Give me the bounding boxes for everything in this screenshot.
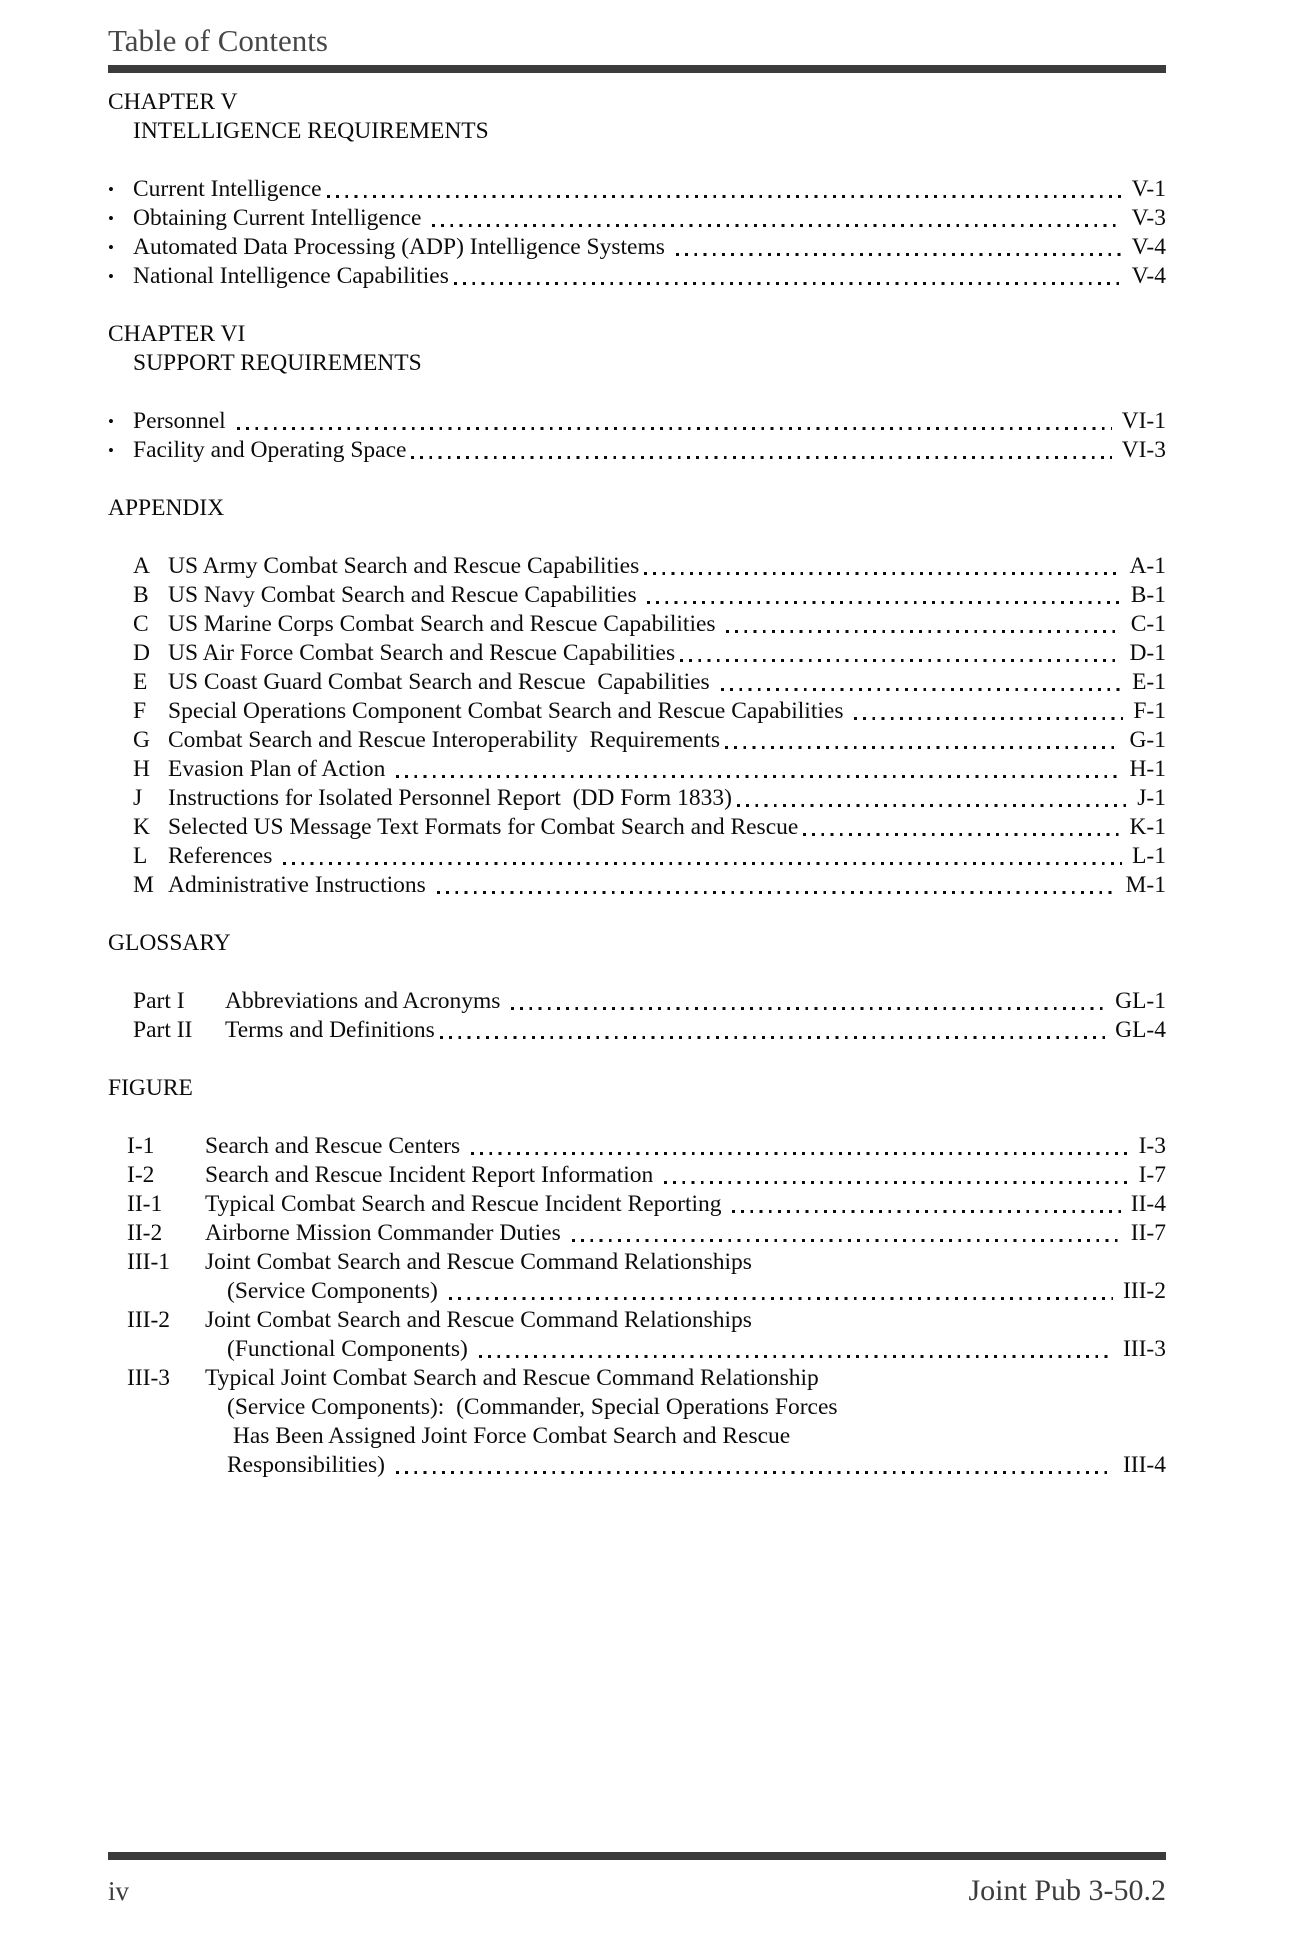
dot-leader — [411, 456, 1111, 459]
entry-label: I-2 — [127, 1162, 155, 1188]
toc-entry — [133, 697, 1166, 726]
dot-leader — [396, 1471, 1113, 1474]
entry-title: Selected US Message Text Formats for Combat Search and Rescue — [168, 814, 799, 840]
entry-title-wrap-line — [205, 1393, 1166, 1422]
entry-title-line — [168, 581, 1166, 610]
section-heading-line: CHAPTER V — [108, 89, 238, 115]
entry-label: M — [133, 872, 154, 898]
entry-title-line — [205, 1277, 1166, 1306]
entry-body — [168, 668, 1166, 697]
entry-title: Instructions for Isolated Personnel Report (DD Form 1833) — [168, 785, 732, 811]
dot-leader — [471, 1152, 1129, 1155]
dot-leader — [726, 630, 1120, 633]
section-chapter-6 — [108, 320, 1166, 465]
dot-leader — [732, 1210, 1120, 1213]
entry-label: L — [133, 843, 148, 869]
entry-body — [225, 987, 1166, 1016]
bullet-icon: • — [108, 267, 114, 286]
entry-title: Typical Combat Search and Rescue Incident Reporting — [205, 1191, 728, 1217]
entry-page-number: III-2 — [1122, 1278, 1166, 1304]
bullet-icon: • — [108, 209, 114, 228]
entry-label: J — [133, 785, 143, 811]
entry-title: Terms and Definitions — [225, 1017, 435, 1043]
toc-entry — [133, 1016, 1166, 1045]
section-appendix — [108, 494, 1166, 900]
entry-title-wrap-line — [205, 1364, 1166, 1393]
bullet-icon: • — [108, 238, 114, 257]
entry-title-line — [133, 436, 1166, 465]
toc-entry — [133, 552, 1166, 581]
entry-body — [133, 204, 1166, 233]
entry-title: (Functional Components) — [227, 1336, 474, 1362]
entry-title-line — [168, 639, 1166, 668]
entry-title-wrap-line — [205, 1248, 1166, 1277]
entry-page-number: C-1 — [1130, 611, 1166, 637]
section-heading — [108, 929, 1166, 958]
entry-page-number: F-1 — [1133, 698, 1166, 724]
toc-entry — [133, 581, 1166, 610]
toc-entry — [133, 639, 1166, 668]
toc-entry — [108, 436, 1166, 465]
entry-label: E — [133, 669, 148, 695]
toc-entry — [133, 668, 1166, 697]
entry-title: References — [168, 843, 279, 869]
toc-entry — [127, 1364, 1166, 1480]
entry-title-line — [168, 813, 1166, 842]
entry-label: K — [133, 814, 150, 840]
entry-page-number: III-3 — [1122, 1336, 1166, 1362]
entry-body — [205, 1161, 1166, 1190]
toc-entry — [108, 175, 1166, 204]
entry-body — [168, 784, 1166, 813]
entry-label: D — [133, 640, 150, 666]
entry-page-number: VI-1 — [1121, 408, 1166, 434]
entry-page-number: III-4 — [1122, 1452, 1166, 1478]
entry-body — [205, 1364, 1166, 1480]
entry-title: Automated Data Processing (ADP) Intelligence Systems — [133, 234, 671, 260]
entry-label: H — [133, 756, 150, 782]
section-figure — [108, 1074, 1166, 1480]
entry-title-line — [205, 1451, 1166, 1480]
section-heading-line: CHAPTER VI — [108, 321, 246, 347]
entry-title: Joint Combat Search and Rescue Command Relationships — [205, 1307, 752, 1333]
entry-body — [133, 262, 1166, 291]
entry-title: Administrative Instructions — [168, 872, 432, 898]
dot-leader — [676, 253, 1122, 256]
section-entries — [108, 175, 1166, 291]
dot-leader — [647, 601, 1120, 604]
section-entries — [108, 552, 1166, 900]
section-heading — [108, 1074, 1166, 1103]
dot-leader — [479, 1355, 1113, 1358]
section-heading-line: INTELLIGENCE REQUIREMENTS — [133, 118, 489, 144]
entry-page-number: K-1 — [1129, 814, 1166, 840]
dot-leader — [721, 688, 1122, 691]
entry-page-number: V-3 — [1131, 205, 1166, 231]
toc-entry — [133, 842, 1166, 871]
entry-page-number: B-1 — [1130, 582, 1166, 608]
footer-publication-title: Joint Pub 3-50.2 — [968, 1874, 1166, 1907]
toc-entry — [133, 784, 1166, 813]
entry-title: Obtaining Current Intelligence — [133, 205, 428, 231]
entry-page-number: I-7 — [1138, 1162, 1166, 1188]
section-entries — [108, 407, 1166, 465]
entry-title-line — [205, 1335, 1166, 1364]
bullet-icon: • — [108, 412, 114, 431]
entry-title-line — [133, 262, 1166, 291]
entry-page-number: E-1 — [1132, 669, 1166, 695]
section-heading — [108, 494, 1166, 523]
entry-title: Personnel — [133, 408, 232, 434]
page-title: Table of Contents — [108, 23, 328, 58]
toc-entry — [108, 262, 1166, 291]
entry-title-line — [225, 987, 1166, 1016]
dot-leader — [437, 891, 1116, 894]
entry-title-wrap-line — [205, 1422, 1166, 1451]
entry-body — [168, 610, 1166, 639]
entry-label: I-1 — [127, 1133, 155, 1159]
entry-title-line — [168, 871, 1166, 900]
entry-label: F — [133, 698, 147, 724]
toc-sections — [108, 88, 1166, 1480]
entry-title: Search and Rescue Centers — [205, 1133, 467, 1159]
section-heading-line: APPENDIX — [108, 495, 225, 521]
entry-body — [225, 1016, 1166, 1045]
entry-label: II-1 — [127, 1191, 163, 1217]
entry-page-number: II-4 — [1130, 1191, 1166, 1217]
entry-body — [133, 407, 1166, 436]
entry-page-number: II-7 — [1130, 1220, 1166, 1246]
entry-title-line — [225, 1016, 1166, 1045]
entry-title-line — [168, 668, 1166, 697]
entry-body — [205, 1248, 1166, 1306]
entry-title: Facility and Operating Space — [133, 437, 407, 463]
toc-entry — [108, 233, 1166, 262]
entry-title: Joint Combat Search and Rescue Command Relationships — [205, 1249, 752, 1275]
entry-body — [168, 697, 1166, 726]
entry-title: Responsibilities) — [227, 1452, 391, 1478]
entry-title: US Marine Corps Combat Search and Rescue Capabilities — [168, 611, 722, 637]
entry-title: Special Operations Component Combat Search and Rescue Capabilities — [168, 698, 850, 724]
entry-page-number: J-1 — [1137, 785, 1166, 811]
toc-entry — [133, 813, 1166, 842]
toc-entry — [127, 1306, 1166, 1364]
entry-body — [168, 639, 1166, 668]
section-heading-line: FIGURE — [108, 1075, 193, 1101]
section-heading — [108, 88, 1166, 146]
entry-page-number: M-1 — [1125, 872, 1166, 898]
entry-title-line — [133, 233, 1166, 262]
entry-title: (Service Components): (Commander, Special Operations Forces — [227, 1394, 838, 1420]
toc-entry — [133, 871, 1166, 900]
dot-leader — [454, 282, 1122, 285]
entry-body — [205, 1190, 1166, 1219]
entry-label: Part II — [133, 1017, 193, 1043]
entry-title-line — [168, 726, 1166, 755]
entry-title-line — [168, 784, 1166, 813]
dot-leader — [725, 746, 1119, 749]
entry-title-line — [168, 755, 1166, 784]
entry-title: National Intelligence Capabilities — [133, 263, 449, 289]
toc-entry — [108, 204, 1166, 233]
header-rule — [108, 65, 1166, 73]
entry-label: C — [133, 611, 149, 637]
entry-title: Typical Joint Combat Search and Rescue Command Relationship — [205, 1365, 819, 1391]
section-glossary — [108, 929, 1166, 1045]
entry-title-line — [205, 1190, 1166, 1219]
dot-leader — [680, 659, 1119, 662]
entry-body — [168, 813, 1166, 842]
entry-body — [168, 726, 1166, 755]
entry-page-number: G-1 — [1129, 727, 1166, 753]
entry-body — [168, 755, 1166, 784]
entry-title-line — [205, 1161, 1166, 1190]
dot-leader — [644, 572, 1119, 575]
entry-page-number: V-4 — [1131, 234, 1166, 260]
dot-leader — [440, 1036, 1105, 1039]
entry-title: Has Been Assigned Joint Force Combat Search and Rescue — [227, 1423, 791, 1449]
entry-page-number: V-4 — [1131, 263, 1166, 289]
entry-title-line — [133, 407, 1166, 436]
toc-entry — [133, 610, 1166, 639]
entry-title: Current Intelligence — [133, 176, 322, 202]
entry-page-number: GL-4 — [1115, 1017, 1166, 1043]
dot-leader — [803, 833, 1119, 836]
entry-title: Combat Search and Rescue Interoperability Requirements — [168, 727, 721, 753]
page-footer — [108, 1852, 1166, 1908]
toc-entry — [127, 1248, 1166, 1306]
entry-title-line — [168, 842, 1166, 871]
entry-title: US Army Combat Search and Rescue Capabilities — [168, 553, 640, 579]
entry-title: US Air Force Combat Search and Rescue Capabilities — [168, 640, 676, 666]
entry-label: G — [133, 727, 150, 753]
entry-title-line — [133, 204, 1166, 233]
entry-title: (Service Components) — [227, 1278, 444, 1304]
entry-body — [168, 581, 1166, 610]
toc-entry — [133, 987, 1166, 1016]
entry-page-number: H-1 — [1129, 756, 1166, 782]
entry-title-wrap-line — [205, 1306, 1166, 1335]
toc-entry — [133, 755, 1166, 784]
entry-label: Part I — [133, 988, 185, 1014]
entry-body — [133, 175, 1166, 204]
entry-body — [205, 1219, 1166, 1248]
toc-entry — [127, 1190, 1166, 1219]
entry-body — [168, 842, 1166, 871]
entry-body — [133, 233, 1166, 262]
entry-title-line — [168, 552, 1166, 581]
entry-page-number: L-1 — [1132, 843, 1166, 869]
entry-page-number: I-3 — [1138, 1133, 1166, 1159]
entry-title-line — [205, 1132, 1166, 1161]
bullet-icon: • — [108, 441, 114, 460]
entry-title-line — [168, 697, 1166, 726]
section-heading — [108, 320, 1166, 378]
section-entries — [108, 1132, 1166, 1480]
entry-title-line — [168, 610, 1166, 639]
entry-body — [133, 436, 1166, 465]
entry-page-number: GL-1 — [1115, 988, 1166, 1014]
section-heading-line: SUPPORT REQUIREMENTS — [133, 350, 422, 376]
section-heading-line: GLOSSARY — [108, 930, 231, 956]
entry-title: Airborne Mission Commander Duties — [205, 1220, 567, 1246]
entry-label: II-2 — [127, 1220, 163, 1246]
dot-leader — [432, 224, 1121, 227]
entry-label: III-2 — [127, 1307, 171, 1333]
page-content — [108, 0, 1166, 1480]
entry-page-number: D-1 — [1129, 640, 1166, 666]
entry-body — [168, 871, 1166, 900]
footer-rule — [108, 1852, 1166, 1860]
entry-title: Abbreviations and Acronyms — [225, 988, 507, 1014]
entry-body — [168, 552, 1166, 581]
entry-label: A — [133, 553, 150, 579]
footer-page-number: iv — [108, 1876, 130, 1906]
section-entries — [108, 987, 1166, 1045]
entry-title: Evasion Plan of Action — [168, 756, 392, 782]
entry-label: III-3 — [127, 1365, 171, 1391]
toc-entry — [108, 407, 1166, 436]
entry-title: Search and Rescue Incident Report Information — [205, 1162, 660, 1188]
entry-body — [205, 1306, 1166, 1364]
entry-title: US Coast Guard Combat Search and Rescue Capabilities — [168, 669, 716, 695]
dot-leader — [572, 1239, 1121, 1242]
entry-title-line — [133, 175, 1166, 204]
entry-body — [205, 1132, 1166, 1161]
section-chapter-5 — [108, 88, 1166, 291]
dot-leader — [511, 1007, 1105, 1010]
dot-leader — [664, 1181, 1128, 1184]
toc-entry — [133, 726, 1166, 755]
toc-entry — [127, 1219, 1166, 1248]
entry-title-line — [205, 1219, 1166, 1248]
entry-page-number: A-1 — [1129, 553, 1166, 579]
entry-label: III-1 — [127, 1249, 171, 1275]
dot-leader — [237, 427, 1112, 430]
bullet-icon: • — [108, 180, 114, 199]
footer-row — [108, 1874, 1166, 1908]
dot-leader — [283, 862, 1122, 865]
entry-page-number: V-1 — [1131, 176, 1166, 202]
dot-leader — [449, 1297, 1113, 1300]
toc-entry — [127, 1161, 1166, 1190]
dot-leader — [854, 717, 1123, 720]
dot-leader — [737, 804, 1127, 807]
toc-entry — [127, 1132, 1166, 1161]
dot-leader — [396, 775, 1119, 778]
dot-leader — [327, 195, 1122, 198]
entry-title: US Navy Combat Search and Rescue Capabilities — [168, 582, 643, 608]
entry-label: B — [133, 582, 149, 608]
entry-page-number: VI-3 — [1121, 437, 1166, 463]
